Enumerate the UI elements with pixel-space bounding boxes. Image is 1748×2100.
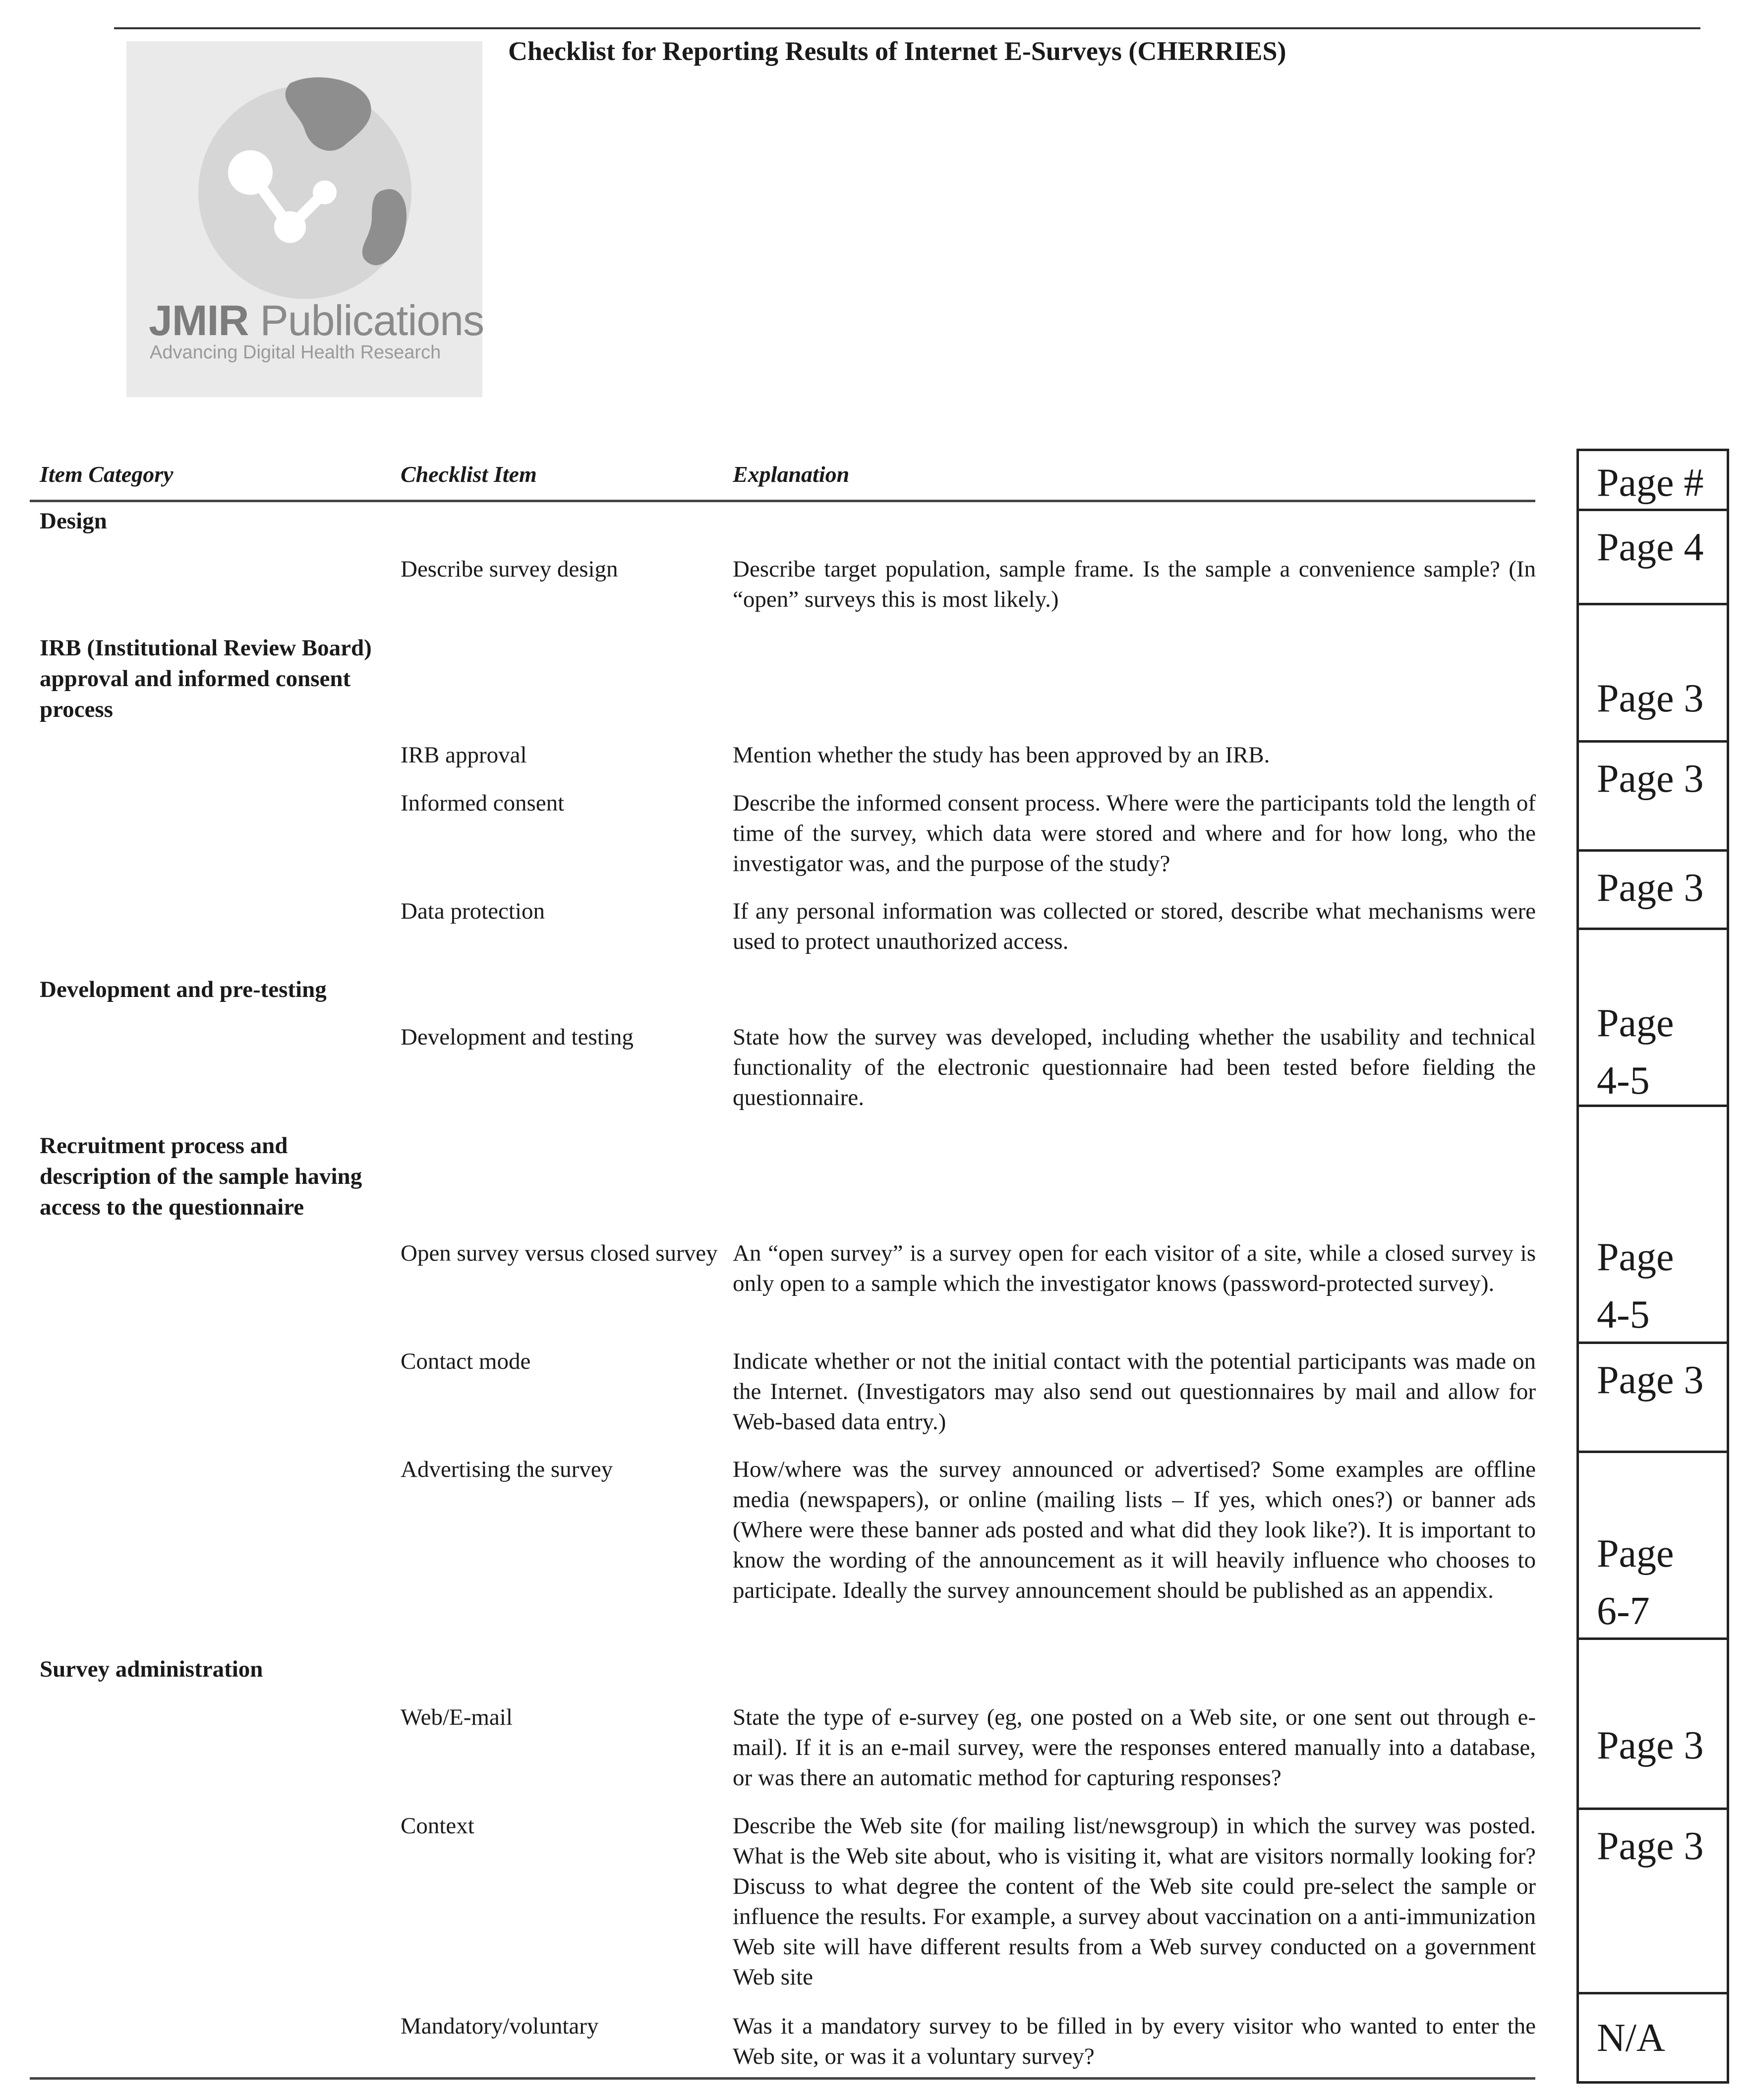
checklist-item: Development and testing	[401, 1024, 634, 1050]
header-item-category: Item Category	[40, 462, 174, 487]
page-number: Page 4	[1597, 525, 1704, 569]
page-cell	[1576, 928, 1729, 1107]
category-survey-administration: Survey administration	[40, 1656, 263, 1682]
page-number: Page 4-5	[1597, 1001, 1674, 1103]
page-cell	[1576, 740, 1729, 852]
logo-tagline: Advancing Digital Health Research	[150, 342, 441, 363]
page-number: Page 3	[1597, 866, 1704, 910]
explanation: Indicate whether or not the initial contact with the potential participants was made on the Internet. (Investigators may also send out questionnaires by mail and allow for Web-based data entry.)	[733, 1348, 1536, 1435]
jmir-logo	[126, 41, 482, 397]
page-cell	[1576, 509, 1729, 605]
explanation: An “open survey” is a survey open for each visitor of a site, while a closed survey is only open to a sample which the investigator knows (password-protected survey).	[733, 1240, 1536, 1296]
page-cell	[1576, 1342, 1729, 1453]
page-header-label: Page #	[1597, 461, 1704, 505]
explanation: If any personal information was collected or stored, describe what mechanisms were used to protect unauthorized access.	[733, 898, 1536, 954]
header-explanation: Explanation	[733, 462, 850, 487]
explanation: Was it a mandatory survey to be filled in by every visitor who wanted to enter the Web site, or was it a voluntary survey?	[733, 2013, 1536, 2069]
page-header-box	[1576, 449, 1729, 511]
checklist-item: Advertising the survey	[401, 1457, 613, 1482]
header-checklist-item: Checklist Item	[401, 462, 537, 487]
checklist-item: Mandatory/voluntary	[401, 2013, 599, 2039]
explanation: State the type of e-survey (eg, one posted on a Web site, or one sent out through e-mail). If it is an e-mail survey, were the responses entered manually into a database, or was there an automatic method for capturing responses?	[733, 1704, 1536, 1791]
page-number: Page 4-5	[1597, 1235, 1674, 1337]
explanation: State how the survey was developed, including whether the usability and technical functionality of the electronic questionnaire had been tested before fielding the questionnaire.	[733, 1024, 1536, 1110]
checklist-item: Contact mode	[401, 1348, 531, 1374]
page-number: Page 6-7	[1597, 1532, 1674, 1633]
explanation: Mention whether the study has been approved by an IRB.	[733, 742, 1270, 768]
page-number: Page 3	[1597, 677, 1704, 720]
explanation: How/where was the survey announced or advertised? Some examples are offline media (newspapers), or online (mailing lists – If yes, which ones?) or banner ads (Where were these banner ads posted and what did they look like?). It is important to know the wording of the announcement as it will heavily influence who chooses to participate. Ideally the survey announcement should be published as an appendix.	[733, 1457, 1536, 1603]
checklist-item: Web/E-mail	[401, 1704, 513, 1730]
page-cell	[1576, 1808, 1729, 1994]
page-number: Page 3	[1597, 1824, 1704, 1868]
checklist-item: IRB approval	[401, 742, 527, 768]
page-number: N/A	[1597, 2016, 1665, 2060]
category-development: Development and pre-testing	[40, 977, 327, 1002]
bottom-rule	[30, 2077, 1535, 2080]
explanation: Describe the informed consent process. Where were the participants told the length of time of the survey, which data were stored and where and for how long, who the investigator was, and the purpose of the study?	[733, 790, 1536, 876]
explanation: Describe the Web site (for mailing list/newsgroup) in which the survey was posted. What is the Web site about, who is visiting it, what are visitors normally looking for? Discuss to what degree the content of the Web site could pre-select the sample or influence the results. For example, a survey about vaccination on a anti-immunization Web site will have different results from a Web survey conducted on a government Web site	[733, 1813, 1536, 1990]
checklist-item: Describe survey design	[401, 556, 618, 582]
page-number: Page 3	[1597, 757, 1704, 801]
category-irb: IRB (Institutional Review Board) approval and informed consent process	[40, 635, 372, 722]
page-cell	[1576, 1451, 1729, 1640]
checklist-item: Data protection	[401, 898, 545, 924]
category-design: Design	[40, 508, 107, 534]
explanation: Describe target population, sample frame. Is the sample a convenience sample? (In “open” surveys this is most likely.)	[733, 556, 1536, 612]
page-cell	[1576, 1105, 1729, 1344]
page-number: Page 3	[1597, 1358, 1704, 1402]
checklist-item: Open survey versus closed survey	[401, 1240, 718, 1266]
header-rule	[30, 500, 1535, 502]
page-cell	[1576, 1637, 1729, 1810]
page-cell	[1576, 1992, 1729, 2084]
logo-wordmark: JMIR Publications	[149, 297, 484, 345]
document-title: Checklist for Reporting Results of Internet E-Surveys (CHERRIES)	[508, 36, 1286, 66]
checklist-item: Informed consent	[401, 790, 565, 816]
checklist-item: Context	[401, 1813, 474, 1839]
top-rule	[114, 27, 1700, 29]
page-cell	[1576, 603, 1729, 743]
category-recruitment: Recruitment process and description of the sample having access to the questionnaire	[40, 1133, 362, 1220]
page-cell	[1576, 849, 1729, 930]
page-number: Page 3	[1597, 1724, 1704, 1767]
